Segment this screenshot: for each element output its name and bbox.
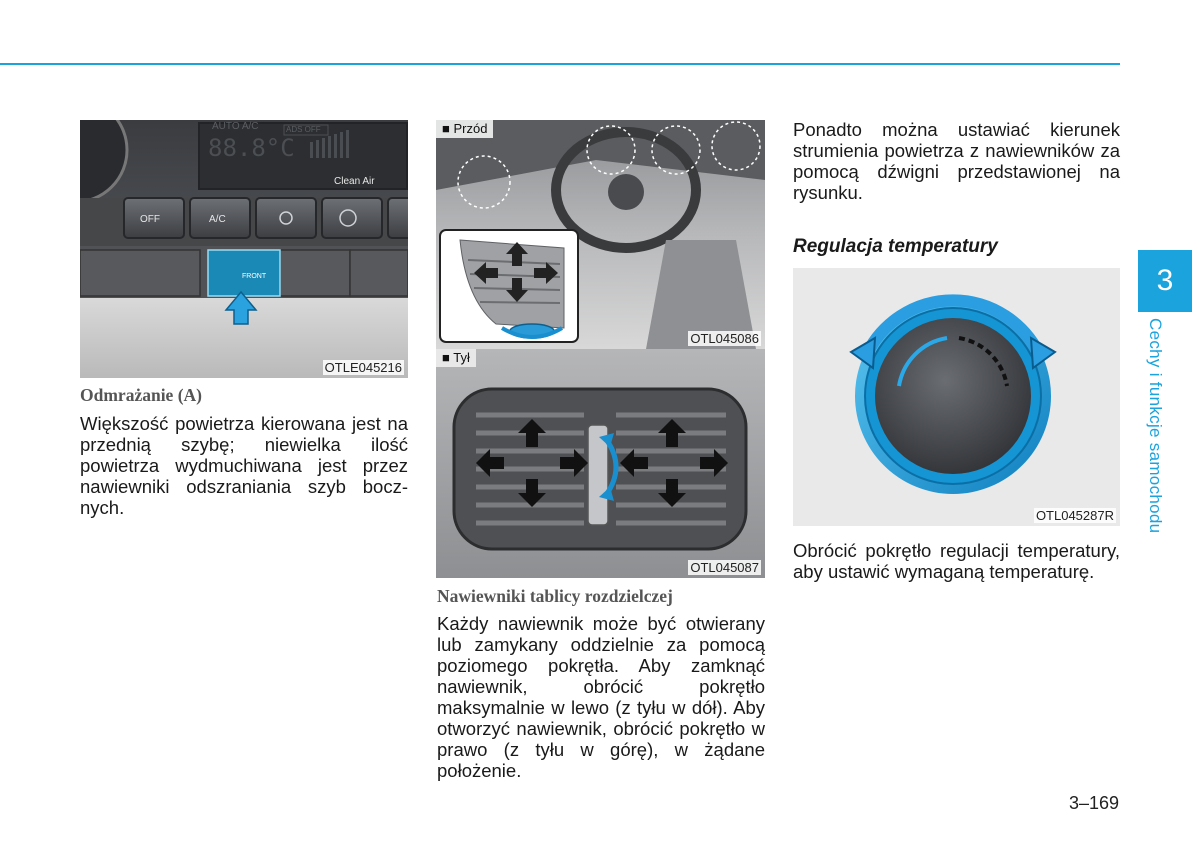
defrost-body xyxy=(80,413,408,518)
clean-air-label: Clean Air xyxy=(334,176,375,187)
vents-direction-intro xyxy=(793,119,1120,203)
temperature-knob-figure xyxy=(793,268,1120,526)
defrost-display-auto: AUTO A/C xyxy=(212,121,259,132)
temperature-body-text: Obrócić pokrętło regulacji temperatury, aby ustawić wymaganą temperaturę. xyxy=(793,540,1120,582)
front-vents-illustration xyxy=(436,120,765,349)
ac-button: A/C xyxy=(209,214,226,225)
rear-vents-code: OTL045087 xyxy=(690,560,759,575)
defrost-body-text: Większość powietrza kierowana jest na przednią szybę; niewielka ilość powietrza wydmuchiwana jest przez nawiewniki odszraniania szyb bocznych. xyxy=(80,413,408,518)
header-rule xyxy=(0,63,1120,65)
front-vents-code: OTL045086 xyxy=(690,331,759,346)
front-defrost-button: FRONT xyxy=(242,273,267,280)
off-button: OFF xyxy=(140,214,160,225)
page-number: 3–169 xyxy=(1069,793,1120,813)
defrost-figure-code: OTLE045216 xyxy=(324,360,402,375)
defrost-display-abs: ADS OFF xyxy=(286,125,321,134)
vents-direction-text: Ponadto można ustawiać kierunek strumienia powietrza z nawiewników za pomocą dźwigni przedstawionej na rysunku. xyxy=(793,119,1120,203)
rear-vents-tag: ■ Tył xyxy=(436,349,476,367)
defrost-display-temp: 88.8°C xyxy=(208,134,295,162)
rear-vents-figure xyxy=(436,349,765,578)
temperature-heading: Regulacja temperatury xyxy=(793,236,998,257)
front-vents-figure xyxy=(436,120,765,349)
defrost-heading: Odmrażanie (A) xyxy=(80,385,202,405)
vents-body-text: Każdy nawiewnik może być otwierany lub zamykany oddzielnie za pomocą poziomego pokrętła. Aby zamknąć nawiewnik, obrócić pokrętło maksymalnie w lewo (z tyłu w dół). Aby otworzyć nawiewnik, obrócić pokrętło w prawo (z tyłu w górę), w żądane położenie. xyxy=(437,613,765,781)
front-vents-tag: ■ Przód xyxy=(436,120,493,138)
temperature-body xyxy=(793,540,1120,582)
vents-body xyxy=(437,613,765,781)
defrost-panel-figure xyxy=(80,120,408,378)
rear-vents-illustration xyxy=(436,349,765,578)
temperature-knob-code: OTL045287R xyxy=(1035,508,1114,523)
vents-heading: Nawiewniki tablicy rozdzielczej xyxy=(437,586,673,606)
temperature-knob-illustration xyxy=(793,268,1120,526)
chapter-number-tab: 3 xyxy=(1138,250,1192,312)
chapter-title: Cechy i funkcje samochodu xyxy=(1146,318,1165,534)
